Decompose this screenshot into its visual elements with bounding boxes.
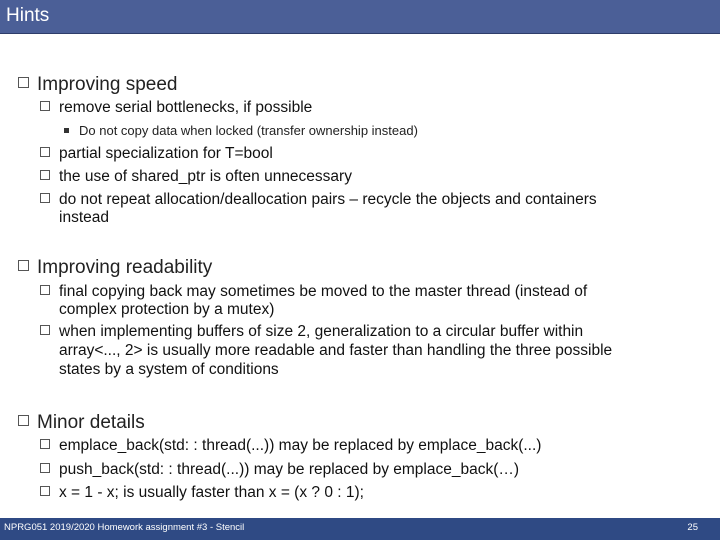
checkbox-bullet-icon — [40, 193, 50, 203]
bullet-item — [40, 145, 273, 163]
sub-bullet-text: Do not copy data when locked (transfer ownership instead) — [79, 123, 418, 138]
checkbox-bullet-icon — [40, 463, 50, 473]
bullet-continuation: array<..., 2> is usually more readable and faster than handling the three possible — [59, 342, 613, 359]
checkbox-bullet-icon — [40, 147, 50, 157]
bullet-text: partial specialization for T=bool — [59, 145, 273, 162]
bullet-item — [40, 191, 597, 209]
footer-bar — [0, 518, 720, 540]
bullet-item — [40, 484, 364, 502]
slide-title: Hints — [6, 5, 50, 26]
checkbox-bullet-icon — [40, 101, 50, 111]
bullet-item — [40, 437, 541, 455]
bullet-continuation: instead — [59, 209, 109, 226]
section-heading: Improving speed — [37, 74, 178, 95]
bullet-item — [40, 99, 312, 117]
checkbox-bullet-icon — [40, 285, 50, 295]
bullet-text: push_back(std: : thread(...)) may be replaced by emplace_back(…) — [59, 461, 520, 478]
title-bar — [0, 0, 720, 34]
checkbox-bullet-icon — [18, 77, 29, 88]
checkbox-bullet-icon — [40, 170, 50, 180]
square-bullet-icon — [64, 128, 69, 133]
checkbox-bullet-icon — [18, 260, 29, 271]
footer-course-label: NPRG051 2019/2020 Homework assignment #3 - Stencil — [4, 522, 245, 533]
bullet-item — [40, 323, 583, 341]
bullet-item — [40, 168, 352, 186]
bullet-text: remove serial bottlenecks, if possible — [59, 99, 313, 116]
section-improving-speed — [18, 74, 177, 96]
bullet-text: do not repeat allocation/deallocation pairs – recycle the objects and containers — [59, 191, 597, 208]
bullet-item — [40, 283, 587, 301]
section-minor-details — [18, 412, 145, 434]
section-heading: Improving readability — [37, 257, 213, 278]
bullet-continuation: states by a system of conditions — [59, 361, 279, 378]
section-heading: Minor details — [37, 412, 145, 433]
bullet-text: x = 1 - x; is usually faster than x = (x ? 0 : 1); — [59, 484, 364, 501]
bullet-item — [40, 461, 519, 479]
bullet-text: the use of shared_ptr is often unnecessary — [59, 168, 352, 185]
page-number: 25 — [687, 522, 698, 533]
sub-bullet-item — [64, 123, 418, 138]
checkbox-bullet-icon — [40, 439, 50, 449]
checkbox-bullet-icon — [40, 486, 50, 496]
bullet-text: emplace_back(std: : thread(...)) may be replaced by emplace_back(...) — [59, 437, 542, 454]
bullet-continuation: complex protection by a mutex) — [59, 301, 275, 318]
checkbox-bullet-icon — [18, 415, 29, 426]
section-improving-readability — [18, 257, 212, 279]
bullet-text: when implementing buffers of size 2, generalization to a circular buffer within — [59, 323, 584, 340]
checkbox-bullet-icon — [40, 325, 50, 335]
bullet-text: final copying back may sometimes be moved to the master thread (instead of — [59, 283, 588, 300]
